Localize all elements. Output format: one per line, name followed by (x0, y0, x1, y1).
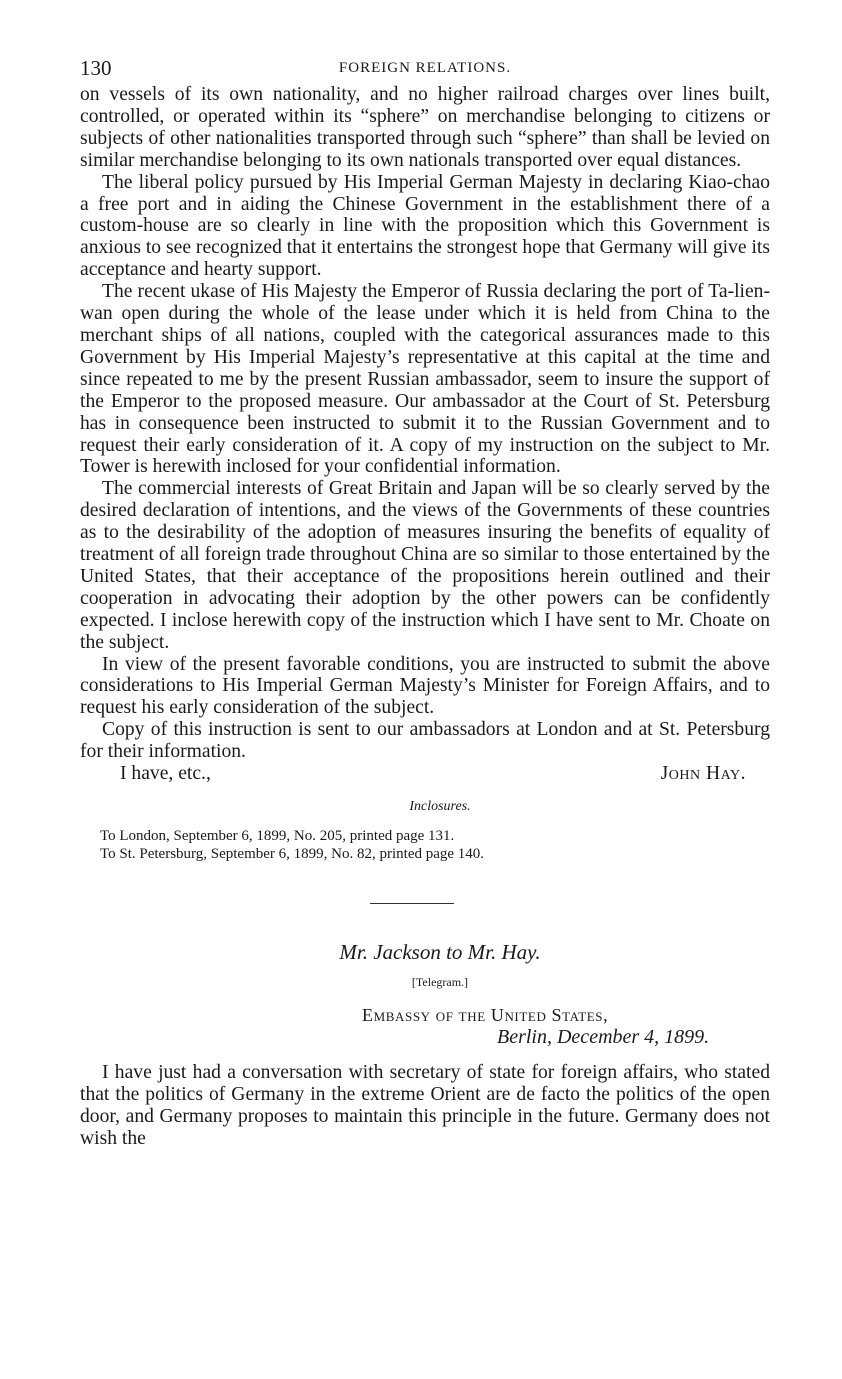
paragraph: Copy of this instruction is sent to our ambassadors at London and at St. Petersburg for their information. (80, 719, 770, 763)
section-divider (370, 903, 454, 904)
inclosure-item: To St. Petersburg, September 6, 1899, No. 82, printed page 140. (100, 846, 485, 863)
signature: John Hay. (660, 763, 746, 785)
closing-row (80, 763, 770, 785)
paragraph: The recent ukase of His Majesty the Emperor of Russia declaring the port of Ta-lien-wan open during the whole of the lease under which it is held from China to the merchant ships of all nations, coupled with the categorical assurances made to this Government by His Imperial Majesty’s representative at this capital at the time and since repeated to me by the present Russian ambassador, seem to insure the support of the Emperor to the proposed measure. Our ambassador at the Court of St. Petersburg has in consequence been instructed to submit it to the Russian Government and to request their early consideration of it. A copy of my instruction on the subject to Mr. Tower is herewith inclosed for your confidential information. (80, 281, 770, 478)
inclosure-item: To London, September 6, 1899, No. 205, printed page 131. (100, 828, 455, 845)
paragraph: The liberal policy pursued by His Imperial German Majesty in declaring Kiao-chao a free port and in aiding the Chinese Government in the establishment there of a custom-house are so clearly in line with the proposition which this Government is anxious to see recognized that it entertains the strongest hope that Germany will give its acceptance and hearty support. (80, 171, 770, 281)
inclosure-list (100, 827, 770, 863)
sender-place-date: Berlin, December 4, 1899. (497, 1026, 710, 1049)
letter-body (80, 84, 770, 763)
document-heading: Mr. Jackson to Mr. Hay. (339, 940, 541, 965)
running-head (80, 56, 770, 84)
running-title: FOREIGN RELATIONS. (338, 60, 512, 76)
sender-organization: Embassy of the United States, (362, 1005, 609, 1026)
paragraph: I have just had a conversation with secretary of state for foreign affairs, who stated that the politics of Germany in the extreme Orient are de facto the politics of the open door, and Germany proposes to maintain this principle in the future. Germany does not wish the (80, 1062, 770, 1149)
paragraph: The commercial interests of Great Britain and Japan will be so clearly served by the desired declaration of intentions, and the views of the Governments of these countries as to the desirability of the adoption of measures insuring the benefits of equality of treatment of all foreign trade throughout China are so similar to those entertained by the United States, that their acceptance of the propositions herein outlined and their cooperation in advocating their adoption by the other powers can be confidently expected. I inclose herewith copy of the instruction which I have sent to Mr. Choate on the subject. (80, 478, 770, 653)
closing-phrase: I have, etc., (120, 763, 211, 785)
paragraph: In view of the present favorable conditions, you are instructed to submit the above considerations to His Imperial German Majesty’s Minister for Foreign Affairs, and to request his early consideration of the subject. (80, 653, 770, 719)
telegram-body (80, 1062, 770, 1150)
page-number: 130 (80, 56, 112, 80)
document-page (80, 56, 770, 1150)
inclosures-heading: Inclosures. (409, 799, 471, 815)
sender-block (80, 1004, 770, 1048)
paragraph: on vessels of its own nationality, and no higher railroad charges over lines built, controlled, or operated within its “sphere” on merchandise belonging to citizens or subjects of other nationalities transported through such “sphere” than shall be levied on similar merchandise belonging to its own nationals transported over equal distances. (80, 84, 770, 171)
document-type-note: [Telegram.] (411, 975, 469, 990)
